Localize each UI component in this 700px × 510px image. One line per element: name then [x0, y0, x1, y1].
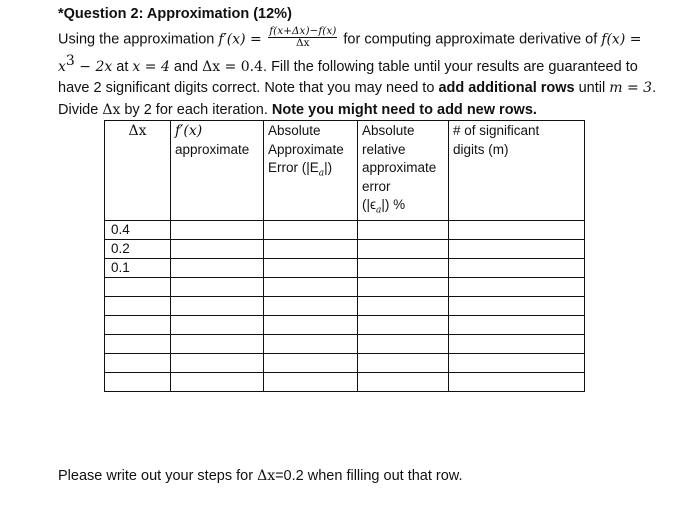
- math-poly-rest: − 2x: [74, 58, 113, 75]
- text-segment: Using the approximation: [58, 31, 219, 48]
- header-rel-error-sub: a: [375, 205, 382, 216]
- header-dx-label: Δx: [128, 123, 147, 139]
- cell-dx[interactable]: 0.2: [105, 240, 171, 259]
- math-dx: Δx: [102, 101, 121, 118]
- cell-fprime[interactable]: [171, 335, 264, 354]
- cell-sig-digits[interactable]: [449, 259, 585, 278]
- header-rel-error-line: Absolute: [362, 123, 415, 138]
- header-abs-error-text: |): [324, 160, 333, 175]
- cell-abs-error[interactable]: [264, 335, 358, 354]
- cell-sig-digits[interactable]: [449, 278, 585, 297]
- header-abs-error-line: Absolute: [268, 123, 321, 138]
- cell-abs-error[interactable]: [264, 221, 358, 240]
- text-segment: .: [652, 80, 657, 97]
- bold-note: Note you might need to add new rows.: [271, 101, 537, 118]
- cell-sig-digits[interactable]: [449, 316, 585, 335]
- cell-dx[interactable]: [105, 316, 171, 335]
- cell-fprime[interactable]: [171, 297, 264, 316]
- cell-dx[interactable]: [105, 373, 171, 392]
- cell-sig-digits[interactable]: [449, 373, 585, 392]
- footer-text: Please write out your steps for: [58, 468, 258, 484]
- math-equals: =: [625, 31, 642, 48]
- header-abs-error: [264, 121, 358, 221]
- table-row: [105, 373, 585, 392]
- math-m-value: m = 3: [609, 80, 653, 97]
- cell-abs-error[interactable]: [264, 316, 358, 335]
- cell-abs-error[interactable]: [264, 240, 358, 259]
- question-instructions: [58, 25, 658, 121]
- cell-abs-error[interactable]: [264, 259, 358, 278]
- cell-fprime[interactable]: [171, 316, 264, 335]
- instruction-line-3: [58, 78, 658, 100]
- header-rel-error-text: (|ϵ: [362, 197, 376, 212]
- cell-sig-digits[interactable]: [449, 354, 585, 373]
- cell-fprime[interactable]: [171, 259, 264, 278]
- table-row: [105, 354, 585, 373]
- header-fprime: [171, 121, 264, 221]
- header-rel-error-line: relative: [362, 141, 406, 157]
- cell-sig-digits[interactable]: [449, 297, 585, 316]
- table-row: [105, 240, 585, 259]
- cell-rel-error[interactable]: [358, 297, 449, 316]
- table-row: [105, 335, 585, 354]
- math-exponent: 3: [65, 53, 75, 69]
- header-rel-error-line: error: [362, 178, 391, 194]
- math-equals: =: [245, 31, 267, 48]
- header-sig-digits: [449, 121, 585, 221]
- table-row: [105, 316, 585, 335]
- text-segment: have 2 significant digits correct. Note that you may need to: [58, 80, 439, 97]
- cell-rel-error[interactable]: [358, 259, 449, 278]
- footer-text: =0.2 when filling out that row.: [275, 468, 463, 484]
- question-heading: *Question 2: Approximation (12%): [58, 6, 292, 22]
- footer-math-dx: Δx: [257, 468, 276, 484]
- header-rel-error-line: approximate: [362, 160, 437, 175]
- cell-sig-digits[interactable]: [449, 240, 585, 259]
- cell-fprime[interactable]: [171, 221, 264, 240]
- cell-abs-error[interactable]: [264, 278, 358, 297]
- cell-fprime[interactable]: [171, 240, 264, 259]
- cell-rel-error[interactable]: [358, 278, 449, 297]
- cell-fprime[interactable]: [171, 373, 264, 392]
- instruction-line-1: [58, 25, 658, 51]
- cell-sig-digits[interactable]: [449, 335, 585, 354]
- table-body: [105, 221, 585, 392]
- header-fprime-sub: approximate: [175, 141, 250, 157]
- header-rel-error-line: [362, 196, 444, 220]
- math-x-value: x = 4: [132, 58, 170, 75]
- cell-sig-digits[interactable]: [449, 221, 585, 240]
- cell-dx[interactable]: [105, 278, 171, 297]
- text-segment: . Fill the following table until your results are guaranteed to: [263, 58, 638, 75]
- cell-fprime[interactable]: [171, 278, 264, 297]
- cell-dx[interactable]: 0.1: [105, 259, 171, 278]
- cell-rel-error[interactable]: [358, 335, 449, 354]
- cell-rel-error[interactable]: [358, 354, 449, 373]
- math-dx-value: Δx = 0.4: [202, 58, 264, 75]
- fraction-numerator: f(x+Δx)−f(x): [269, 25, 337, 37]
- cell-dx[interactable]: [105, 297, 171, 316]
- header-abs-error-line: [268, 159, 353, 183]
- header-sig-line: # of significant: [453, 123, 540, 138]
- cell-abs-error[interactable]: [264, 297, 358, 316]
- table-row: [105, 221, 585, 240]
- cell-abs-error[interactable]: [264, 373, 358, 392]
- cell-rel-error[interactable]: [358, 221, 449, 240]
- cell-dx[interactable]: [105, 335, 171, 354]
- header-sig-line: digits (m): [453, 141, 509, 157]
- text-segment: at: [112, 58, 133, 75]
- table-row: [105, 278, 585, 297]
- cell-fprime[interactable]: [171, 354, 264, 373]
- header-dx: [105, 121, 171, 221]
- text-segment: for computing approximate derivative of: [339, 31, 602, 48]
- header-rel-error-text: |) %: [381, 197, 406, 212]
- header-rel-error: [358, 121, 449, 221]
- math-fprime: f′(x): [218, 31, 246, 48]
- text-segment: by 2 for each iteration.: [120, 101, 272, 118]
- cell-dx[interactable]: 0.4: [105, 221, 171, 240]
- bold-emphasis: add additional rows: [438, 80, 575, 97]
- header-abs-error-text: Error (|E: [268, 160, 319, 175]
- math-fx: f(x): [601, 31, 626, 48]
- math-poly-x: x: [58, 58, 66, 75]
- approximation-table: [104, 120, 585, 392]
- cell-rel-error[interactable]: [358, 316, 449, 335]
- instruction-line-2: [58, 51, 658, 78]
- table-header-row: [105, 121, 585, 221]
- cell-rel-error[interactable]: [358, 373, 449, 392]
- header-fprime-label: f′(x): [175, 123, 203, 139]
- derivative-fraction: [268, 26, 337, 49]
- header-abs-error-line: Approximate: [268, 141, 344, 157]
- footer-instruction: [58, 468, 463, 484]
- cell-abs-error[interactable]: [264, 354, 358, 373]
- cell-rel-error[interactable]: [358, 240, 449, 259]
- text-segment: until: [574, 80, 610, 97]
- fraction-denominator: Δx: [296, 37, 310, 49]
- text-segment: and: [169, 58, 203, 75]
- instruction-line-4: [58, 100, 658, 122]
- table-row: [105, 297, 585, 316]
- text-segment: Divide: [58, 101, 103, 118]
- cell-dx[interactable]: [105, 354, 171, 373]
- table-row: [105, 259, 585, 278]
- header-abs-error-sub: a: [318, 168, 325, 179]
